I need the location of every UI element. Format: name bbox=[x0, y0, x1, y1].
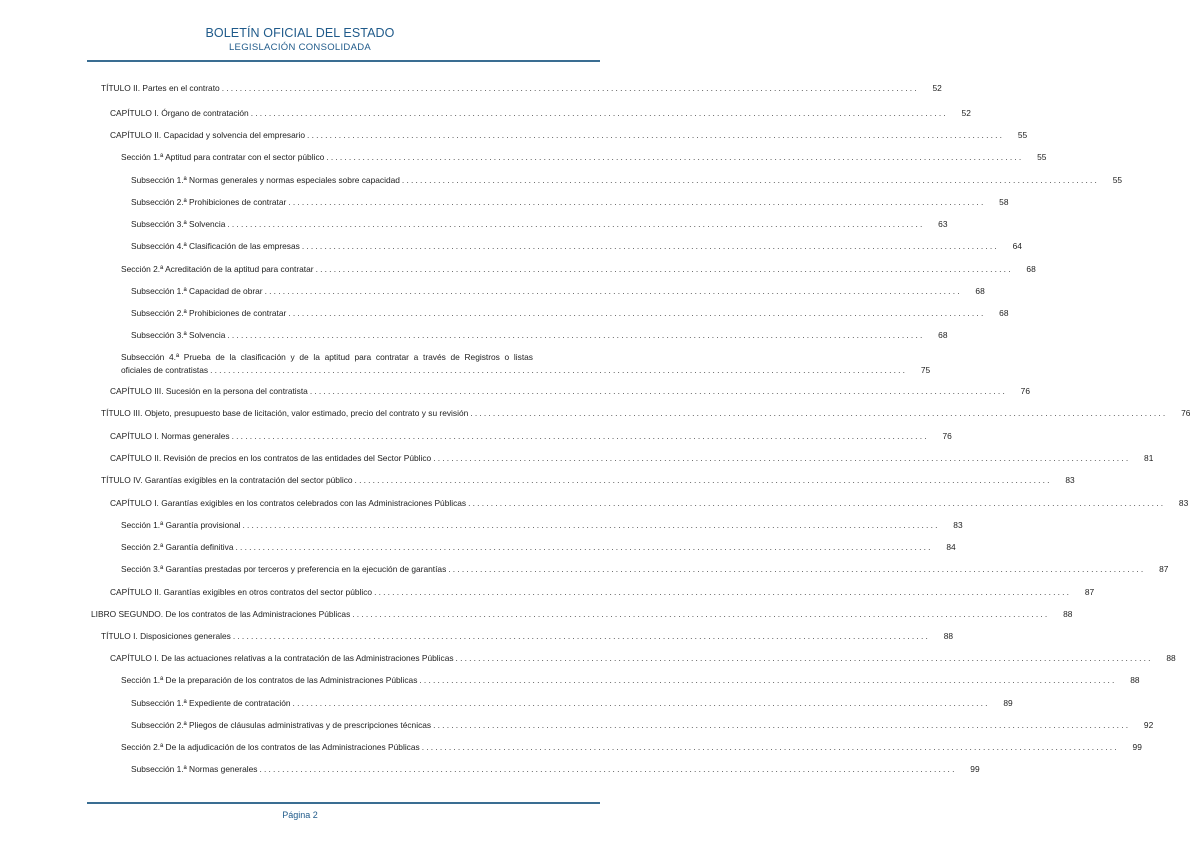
toc-entry[interactable] bbox=[131, 285, 985, 298]
toc-leader: .......................................................................................................................................................... bbox=[288, 308, 986, 318]
toc-entry-text: TÍTULO IV. Garantías exigibles en la contratación del sector público bbox=[101, 475, 353, 485]
toc-entry-text: CAPÍTULO I. Garantías exigibles en los contratos celebrados con las Administraciones Públicas bbox=[110, 498, 467, 508]
toc-entry[interactable] bbox=[110, 652, 1176, 665]
toc-entry-page: 83 bbox=[953, 520, 963, 530]
toc-entry-page: 88 bbox=[1166, 653, 1176, 663]
toc-entry-page: 55 bbox=[1112, 175, 1123, 185]
toc-entry-text: TÍTULO I. Disposiciones generales bbox=[101, 631, 231, 641]
toc-entry[interactable] bbox=[131, 697, 1013, 710]
toc-entry-text: Subsección 2.ª Prohibiciones de contratar bbox=[131, 308, 287, 318]
toc-entry-page: 76 bbox=[1020, 386, 1030, 396]
toc-entry[interactable] bbox=[131, 196, 1009, 209]
toc-entry-text: Subsección 4.ª Clasificación de las empresas bbox=[131, 241, 300, 251]
toc-leader: .......................................................................................................................................................... bbox=[210, 365, 908, 375]
bulletin-subtitle: LEGISLACIÓN CONSOLIDADA bbox=[228, 42, 372, 53]
toc-leader: .......................................................................................................................................................... bbox=[468, 498, 1166, 508]
toc-entry-text: CAPÍTULO III. Sucesión en la persona del contratista bbox=[110, 386, 308, 396]
toc-entry[interactable] bbox=[110, 385, 1030, 398]
toc-entry[interactable] bbox=[101, 474, 1075, 487]
toc-entry[interactable] bbox=[131, 307, 1009, 320]
toc-entry[interactable] bbox=[131, 240, 1022, 253]
toc-leader: .......................................................................................................................................................... bbox=[401, 175, 1100, 185]
toc-leader: .......................................................................................................................................................... bbox=[433, 453, 1131, 463]
toc-leader: .......................................................................................................................................................... bbox=[250, 108, 948, 118]
toc-entry[interactable] bbox=[121, 563, 1169, 576]
toc-leader: .......................................................................................................................................................... bbox=[292, 698, 990, 708]
toc-entry-page: 89 bbox=[1003, 698, 1013, 708]
toc-entry-page: 87 bbox=[1084, 587, 1095, 597]
toc-leader: .......................................................................................................................................................... bbox=[221, 83, 919, 93]
toc-entry[interactable] bbox=[121, 519, 963, 532]
toc-entry-page: 83 bbox=[1178, 498, 1189, 508]
toc-entry-text: Sección 1.ª De la preparación de los contratos de las Administraciones Públicas bbox=[121, 675, 418, 685]
toc-entry[interactable] bbox=[121, 151, 1047, 164]
toc-leader: .......................................................................................................................................................... bbox=[235, 542, 933, 552]
toc-entry-page: 88 bbox=[1130, 675, 1140, 685]
toc-entry-text: Sección 1.ª Garantía provisional bbox=[121, 520, 241, 530]
toc-entry-page: 64 bbox=[1012, 241, 1022, 251]
toc-entry-text: TÍTULO II. Partes en el contrato bbox=[101, 83, 220, 93]
toc-entry-text: Subsección 1.ª Expediente de contratación bbox=[131, 698, 291, 708]
header-rule bbox=[87, 60, 600, 62]
toc-entry-text: Sección 2.ª Garantía definitiva bbox=[121, 542, 234, 552]
toc-entry[interactable] bbox=[110, 452, 1154, 465]
toc-entry[interactable] bbox=[131, 329, 948, 342]
toc-entry-page: 87 bbox=[1159, 564, 1169, 574]
toc-entry-text: Subsección 4.ª Prueba de la clasificación y de la aptitud para contratar a través de Registros o listas bbox=[121, 352, 533, 362]
toc-entry-text: CAPÍTULO I. De las actuaciones relativas a la contratación de las Administraciones Públicas bbox=[110, 653, 454, 663]
toc-entry[interactable] bbox=[121, 351, 931, 377]
toc-entry-page: 52 bbox=[932, 83, 942, 93]
toc-entry-page: 75 bbox=[920, 365, 931, 375]
toc-leader: .......................................................................................................................................................... bbox=[264, 286, 962, 296]
toc-entry[interactable] bbox=[101, 407, 1190, 420]
toc-entry-page: 92 bbox=[1143, 720, 1154, 730]
toc-entry-text: TÍTULO III. Objeto, presupuesto base de licitación, valor estimado, precio del contrato y su revisión bbox=[101, 408, 469, 418]
toc-leader: .......................................................................................................................................................... bbox=[301, 241, 999, 251]
toc-entry-text: Subsección 1.ª Capacidad de obrar bbox=[131, 286, 263, 296]
toc-leader: .......................................................................................................................................................... bbox=[288, 197, 986, 207]
page-header bbox=[0, 26, 600, 53]
toc-entry-page: 81 bbox=[1144, 453, 1154, 463]
toc-entry-page: 68 bbox=[999, 308, 1009, 318]
toc-leader: .......................................................................................................................................................... bbox=[352, 609, 1050, 619]
toc-entry-text-cont: oficiales de contratistas bbox=[121, 365, 209, 375]
toc-entry-text: Subsección 1.ª Normas generales bbox=[131, 764, 258, 774]
toc-entry-page: 55 bbox=[1017, 130, 1028, 140]
toc-entry-page: 68 bbox=[938, 330, 948, 340]
toc-leader: .......................................................................................................................................................... bbox=[231, 431, 929, 441]
toc-entry-text: CAPÍTULO II. Garantías exigibles en otros contratos del sector público bbox=[110, 587, 373, 597]
toc-leader: .......................................................................................................................................................... bbox=[354, 475, 1052, 485]
toc-entry-page: 76 bbox=[1181, 408, 1190, 418]
toc-entry-page: 88 bbox=[943, 631, 954, 641]
toc-leader: .......................................................................................................................................................... bbox=[455, 653, 1153, 663]
toc-entry-text: CAPÍTULO I. Órgano de contratación bbox=[110, 108, 249, 118]
toc-leader: .......................................................................................................................................................... bbox=[374, 587, 1072, 597]
toc-entry[interactable] bbox=[131, 719, 1154, 732]
toc-entry-text: CAPÍTULO II. Revisión de precios en los contratos de las entidades del Sector Público bbox=[110, 453, 432, 463]
toc-entry-text: Subsección 3.ª Solvencia bbox=[131, 330, 226, 340]
toc-entry-text: Sección 1.ª Aptitud para contratar con el sector público bbox=[121, 152, 325, 162]
toc-entry-text: CAPÍTULO II. Capacidad y solvencia del empresario bbox=[110, 130, 306, 140]
toc-entry-page: 58 bbox=[999, 197, 1009, 207]
toc-entry-text: Subsección 1.ª Normas generales y normas especiales sobre capacidad bbox=[131, 175, 400, 185]
toc-leader: .......................................................................................................................................................... bbox=[433, 720, 1131, 730]
page-number: Página 2 bbox=[282, 810, 318, 820]
toc-entry-page: 88 bbox=[1063, 609, 1073, 619]
toc-entry[interactable] bbox=[121, 674, 1140, 687]
toc-leader: .......................................................................................................................................................... bbox=[232, 631, 931, 641]
toc-entry-text: Subsección 3.ª Solvencia bbox=[131, 219, 226, 229]
toc-entry[interactable] bbox=[110, 129, 1028, 142]
toc-leader: .......................................................................................................................................................... bbox=[470, 408, 1168, 418]
toc-entry[interactable] bbox=[121, 541, 956, 554]
toc-leader: .......................................................................................................................................................... bbox=[419, 675, 1117, 685]
toc-entry-text: CAPÍTULO I. Normas generales bbox=[110, 431, 230, 441]
toc-entry-text: Subsección 2.ª Prohibiciones de contratar bbox=[131, 197, 287, 207]
toc-entry-page: 63 bbox=[938, 219, 948, 229]
toc-entry[interactable] bbox=[121, 263, 1036, 276]
toc-entry-page: 52 bbox=[961, 108, 971, 118]
toc-entry-text: LIBRO SEGUNDO. De los contratos de las Administraciones Públicas bbox=[91, 609, 351, 619]
toc-entry[interactable] bbox=[131, 218, 948, 231]
toc-entry[interactable] bbox=[131, 763, 980, 776]
footer-rule bbox=[87, 802, 600, 804]
toc-entry[interactable] bbox=[110, 497, 1189, 510]
toc-leader: .......................................................................................................................................................... bbox=[259, 764, 957, 774]
toc-entry-page: 99 bbox=[970, 764, 980, 774]
toc-leader: .......................................................................................................................................................... bbox=[326, 152, 1024, 162]
toc-leader: .......................................................................................................................................................... bbox=[242, 520, 940, 530]
toc-entry-page: 55 bbox=[1037, 152, 1047, 162]
toc-entry[interactable] bbox=[110, 586, 1095, 599]
toc-entry-text: Subsección 2.ª Pliegos de cláusulas administrativas y de prescripciones técnicas bbox=[131, 720, 432, 730]
toc-entry-text: Sección 2.ª Acreditación de la aptitud para contratar bbox=[121, 264, 314, 274]
toc-entry[interactable] bbox=[131, 174, 1123, 187]
toc-entry-page: 68 bbox=[975, 286, 985, 296]
toc-entry[interactable] bbox=[101, 82, 942, 95]
toc-entry[interactable] bbox=[110, 430, 952, 443]
toc-leader: .......................................................................................................................................................... bbox=[227, 219, 925, 229]
toc-entry-page: 76 bbox=[942, 431, 952, 441]
toc-entry[interactable] bbox=[121, 741, 1142, 754]
toc-leader: .......................................................................................................................................................... bbox=[309, 386, 1007, 396]
toc-entry-page: 83 bbox=[1065, 475, 1075, 485]
bulletin-title: BOLETÍN OFICIAL DEL ESTADO bbox=[205, 26, 395, 40]
toc-entry[interactable] bbox=[110, 107, 971, 120]
toc-entry[interactable] bbox=[101, 630, 954, 643]
toc-leader: .......................................................................................................................................................... bbox=[421, 742, 1119, 752]
toc-entry-text: Sección 2.ª De la adjudicación de los contratos de las Administraciones Públicas bbox=[121, 742, 420, 752]
toc-entry-page: 99 bbox=[1132, 742, 1142, 752]
toc-leader: .......................................................................................................................................................... bbox=[448, 564, 1146, 574]
toc-entry-page: 68 bbox=[1026, 264, 1036, 274]
toc-entry-text: Sección 3.ª Garantías prestadas por terceros y preferencia en la ejecución de garantías bbox=[121, 564, 447, 574]
toc-leader: .......................................................................................................................................................... bbox=[307, 130, 1005, 140]
toc-entry[interactable] bbox=[91, 608, 1073, 621]
toc-leader: .......................................................................................................................................................... bbox=[315, 264, 1013, 274]
toc-entry-page: 84 bbox=[946, 542, 956, 552]
toc-leader: .......................................................................................................................................................... bbox=[227, 330, 925, 340]
